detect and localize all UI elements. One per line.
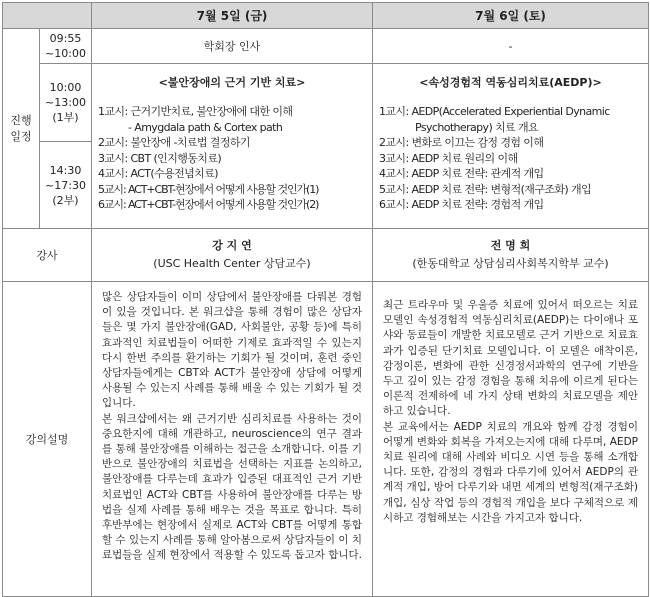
day2-item: 1교시: AEDP(Accelerated Experiential Dynamic [379,105,610,118]
day2-item: Psychotherapy) 치료 개요 [415,120,539,134]
greeting-row [3,29,649,64]
day2-program-title: <속성경험적 역동심리치료(AEDP)> [419,76,602,89]
program-table [2,2,649,597]
day2-instructor-name: 전 명 희 [490,239,531,252]
time-session2: 14:30 ~17:30 (2부) [40,142,92,229]
day1-program-title: <불안장애의 근거 기반 치료> [158,76,306,89]
day2-item: 5교시: AEDP 치료 전략: 변형적(재구조화) 개입 [379,182,592,196]
day2-program-list [373,90,648,213]
day1-instructor-name: 강 지 연 [212,239,252,252]
day2-greeting: - [373,29,649,64]
day2-item: 3교시: AEDP 치료 원리의 이해 [379,151,518,165]
description-label: 강의설명 [3,282,92,597]
day2-description: 최근 트라우마 및 우울증 치료에 있어서 떠오르는 치료모델인 속성경험적 역동심리치료(AEDP)는 다이애나 포샤와 동료들이 개발한 치료모델로 근거 기반으로 치료효과가 입증된 단기치료 모델입니다. 이 모델은 애착이론, 감정이론, 변화에 관한 신경정서과학의 연구에 기반을 두고 깊이 있는 감정 경험을 통해 치유에 이르게 된다는 이론적 전제하에 네 가지 상태 변화의 치료모델을 제안하고 있습니다. 본 교육에서는 AEDP 치료의 개요와 함께 감정 경험이 어떻게 변화와 회복을 가져오는지에 대해 다루며, AEDP 치료 원리에 대해 사례와 비디오 시연 등을 통해 소개합니다. 또한, 감정의 경험과 다루기에 있어서 AEDP의 관계적 개입, 방어 다루기와 내면 세계의 변형적(재구조화) 개입, 심상 작업 등의 경험적 개입을 보다 구체적으로 제시하고 경험해보는 시간을 가지고자 합니다. [373,282,649,597]
day1-item: 3교시: CBT (인지행동치료) [98,151,222,165]
time-session1: 10:00 ~13:00 (1부) [40,64,92,142]
instructor-row [3,229,649,282]
day2-instructor [373,229,649,282]
day1-item: 5교시: ACT+CBT-현장에서 어떻게 사용할 것인가(1) [98,182,319,196]
day1-item: 2교시: 불안장애 -치료법 결정하기 [98,136,250,149]
day1-instructor [92,229,373,282]
description-row [3,282,649,597]
day1-greeting: 학회장 인사 [92,29,373,64]
day1-description: 많은 상담자들이 이미 상담에서 불안장애를 다뤄본 경험이 있을 것입니다. 본 워크샵을 통해 경험이 많은 상담자들은 몇 가지 불안장애(GAD, 사회불안, 공황 등)에 특히 효과적인 치료법들이 어떠한 기제로 효과적일 수 있는지 다시 한번 주의를 환기하는 기회가 될 것이며, 훈련 중인 상담자들에게는 CBT와 ACT가 불안장애 상담에 어떻게 사용될 수 있는지 사례를 통해 배울 수 있는 기회가 될 것입니다. 본 워크샵에서는 왜 근거기반 심리치료를 사용하는 것이 중요한지에 대해 개관하고, neuroscience의 연구 결과를 통해 불안장애를 이해하는 접근을 소개합니다. 이를 기반으로 불안장애의 치료법을 선택하는 지표를 논의하고, 불안장애를 다루는데 효과가 입증된 대표적인 근거 기반 치료법인 ACT와 CBT를 사용하여 불안장애를 다루는 방법을 실제 사례를 통해 배우는 것을 목표로 합니다. 특히 후반부에는 현장에서 실제로 ACT와 CBT를 어떻게 통합할 수 있는지 사례를 통해 알아봄으로써 상담자들이 이 치료법들을 실제 현장에서 적용할 수 있도록 돕고자 합니다. [92,282,373,597]
day2-item: 2교시: 변화로 이끄는 감정 경험 이해 [379,136,544,149]
day1-item: - Amygdala path & Cortex path [128,120,283,134]
day2-item: 4교시: AEDP 치료 전략: 관계적 개입 [379,167,544,180]
day2-program [373,64,649,229]
day1-program-list [92,90,372,213]
time-greeting: 09:55 ~10:00 [40,29,92,64]
session1-row [3,64,649,142]
header-row [3,3,649,29]
day2-item: 6교시: AEDP 치료 전략: 경험적 개입 [379,198,544,211]
schedule-label: 진행 일정 [3,29,40,229]
day1-item: 4교시: ACT(수용전념치료) [98,167,218,180]
day1-program [92,64,373,229]
instructor-label: 강사 [3,229,92,282]
day1-item: 1교시: 근거기반치료, 불안장애에 대한 이해 [98,105,293,118]
header-day2: 7월 6일 (토) [373,3,649,29]
header-day1: 7월 5일 (금) [92,3,373,29]
day2-instructor-affiliation: (한동대학교 상담심리사회복지학부 교수) [412,257,609,270]
day1-instructor-affiliation: (USC Health Center 상담교수) [153,257,311,270]
header-blank [3,3,92,29]
day1-item: 6교시: ACT+CBT-현장에서 어떻게 사용할 것인가(2) [98,198,319,211]
